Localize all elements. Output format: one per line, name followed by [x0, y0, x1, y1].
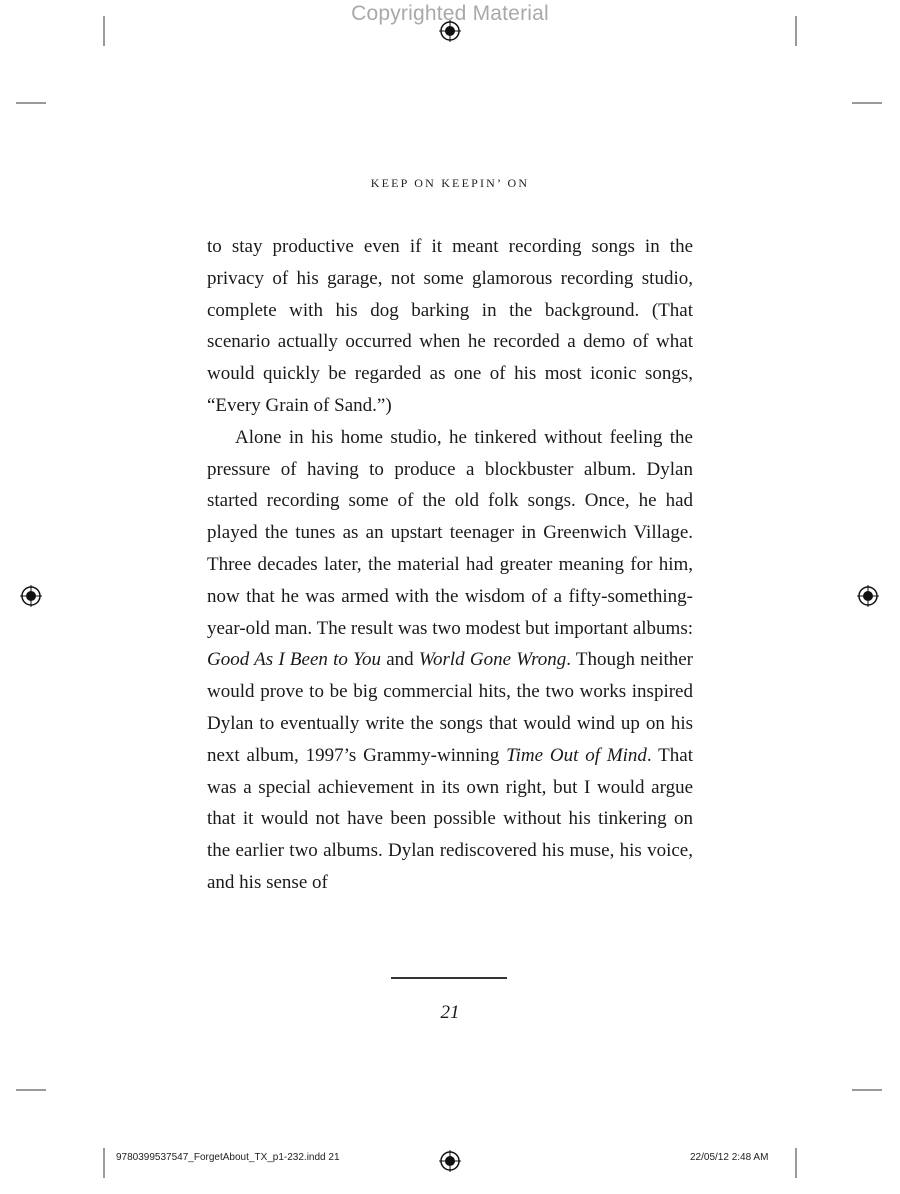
crop-mark	[16, 102, 46, 104]
paragraph	[207, 231, 693, 422]
italic-title: World Gone Wrong	[418, 649, 567, 671]
slug-filename: 9780399537547_ForgetAbout_TX_p1-232.indd 21	[116, 1152, 340, 1163]
running-head: KEEP ON KEEPIN’ ON	[370, 176, 530, 190]
crop-mark	[103, 16, 105, 46]
italic-title: Good As I Been to You	[207, 649, 381, 671]
crop-mark	[795, 16, 797, 46]
italic-title: Time Out of Mind	[506, 744, 647, 766]
registration-mark-right	[857, 585, 879, 607]
crop-mark	[16, 1089, 46, 1091]
body-text	[207, 231, 693, 899]
crop-mark	[103, 1148, 105, 1178]
paragraph	[207, 422, 693, 899]
crop-mark	[852, 102, 882, 104]
folio-rule	[391, 977, 507, 979]
text-run: to stay productive even if it meant recording songs in the privacy of his garage, not some glamorous recording studio, complete with his dog barking in the background. (That scenario actually occurred when he recorded a demo of what would quickly be regarded as one of his most iconic songs, “Every Grain of Sand.”)	[207, 236, 693, 416]
text-run: and	[380, 649, 419, 671]
slug-datetime: 22/05/12 2:48 AM	[690, 1152, 769, 1163]
text-run: Alone in his home studio, he tinkered without feeling the pressure of having to produce a blockbuster album. Dylan started recording some of the old folk songs. Once, he had played the tunes as an upstart teenager in Greenwich Village. Three decades later, the material had greater meaning for him, now that he was armed with the wisdom of a fifty-something-year-old man. The result was two modest but important albums:	[207, 426, 693, 639]
copyright-watermark: Copyrighted Material	[351, 2, 549, 25]
page-number: 21	[440, 1002, 460, 1023]
text-run: . Though neither would prove to be big commercial hits, the two works inspired Dylan to eventually write the songs that would wind up on his next album, 1997’s Grammy-winning	[207, 649, 694, 766]
registration-mark-top	[439, 20, 461, 42]
registration-mark-left	[20, 585, 42, 607]
crop-mark	[852, 1089, 882, 1091]
registration-mark-bottom	[439, 1150, 461, 1172]
crop-mark	[795, 1148, 797, 1178]
text-run: . That was a special achievement in its own right, but I would argue that it would not have been possible without his tinkering on the earlier two albums. Dylan rediscovered his muse, his voice, and his sense of	[207, 744, 693, 893]
